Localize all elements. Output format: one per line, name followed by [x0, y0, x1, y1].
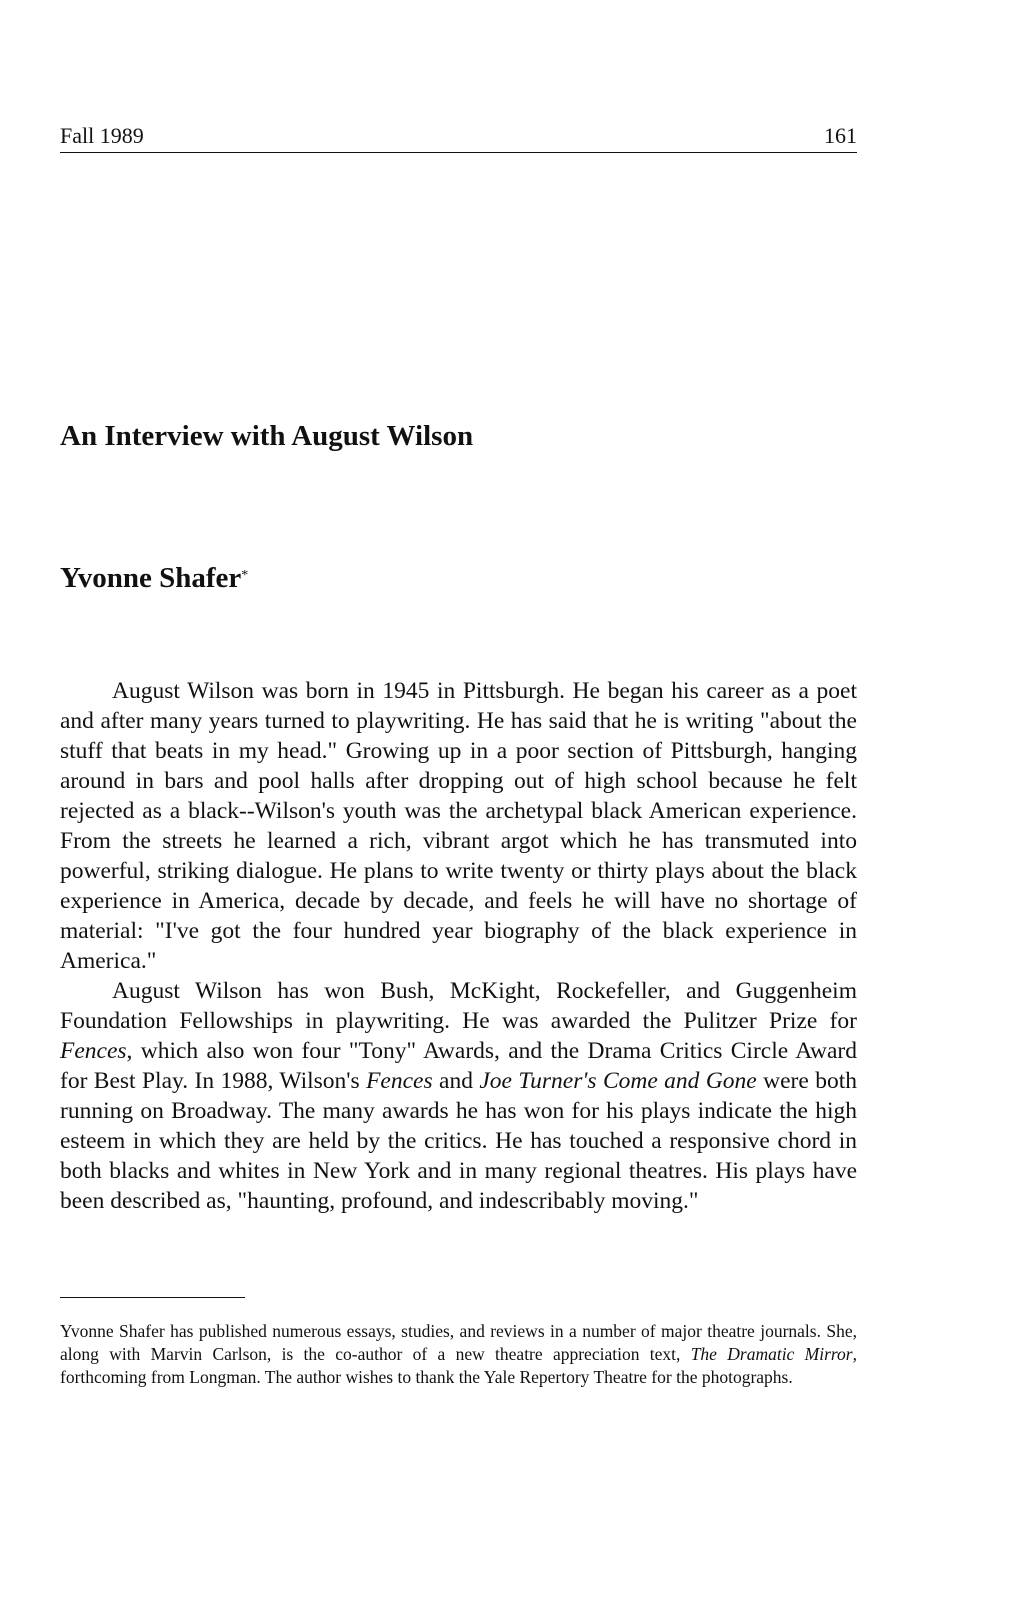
paragraph-2-text-a: August Wilson has won Bush, McKight, Rockefeller, and Guggenheim Foundation Fellowships in playwriting. He was awarded the Pulitzer Prize for — [60, 978, 857, 1034]
paragraph-1: August Wilson was born in 1945 in Pittsburgh. He began his career as a poet and after many years turned to playwriting. He has said that he is writing "about the stuff that beats in my head." Growing up in a poor section of Pittsburgh, hanging around in bars and pool halls after dropping out of high school because he felt rejected as a black--Wilson's youth was the archetypal black American experience. From the streets he learned a rich, vibrant argot which he has transmuted into powerful, striking dialogue. He plans to write twenty or thirty plays about the black experience in America, decade by decade, and feels he will have no shortage of material: "I've got the four hundred year biography of the black experience in America." — [60, 678, 857, 974]
running-header — [60, 120, 857, 153]
page-number: 161 — [824, 123, 857, 148]
footnote-text-a: Yvonne Shafer has published numerous essays, studies, and reviews in a number of major theatre journals. She, along with Marvin Carlson, is the co-author of a new theatre appreciation text, — [60, 1321, 857, 1364]
paragraph-2-text-d: were both running on Broadway. The many awards he has won for his plays indicate the high esteem in which they are held by the critics. He has touched a responsive chord in both blacks and whites in New York and in many regional theatres. His plays have been described as, "haunting, profound, and indescribably moving." — [60, 1068, 857, 1214]
author-footnote — [60, 1320, 857, 1389]
paragraph-2-text-b: , which also won four "Tony" Awards, and the Drama Critics Circle Award for Best Play. In 1988, Wilson's — [60, 1038, 857, 1094]
author-name: Yvonne Shafer — [60, 562, 242, 594]
footnote-divider — [60, 1297, 245, 1298]
author-footnote-mark: * — [241, 568, 249, 583]
article-title: An Interview with August Wilson — [60, 420, 474, 452]
play-title-fences-2: Fences — [366, 1068, 433, 1094]
footnote-text-b: , forthcoming from Longman. The author wishes to thank the Yale Repertory Theatre for the photographs. — [60, 1344, 857, 1387]
issue-date: Fall 1989 — [60, 123, 144, 148]
play-title-joe-turner: Joe Turner's Come and Gone — [479, 1068, 757, 1094]
article-body — [60, 676, 857, 1216]
play-title-fences: Fences — [60, 1038, 127, 1064]
paragraph-2 — [60, 976, 857, 1216]
article-author — [60, 560, 248, 596]
paragraph-2-text-c: and — [432, 1068, 480, 1094]
book-title-dramatic-mirror: The Dramatic Mirror — [690, 1344, 853, 1364]
